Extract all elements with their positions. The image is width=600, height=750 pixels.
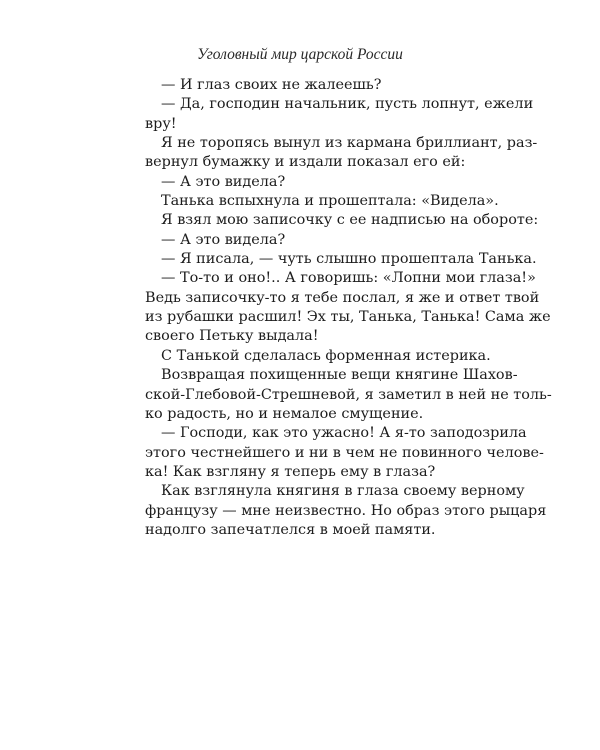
- text-line: — То-то и оно!.. А говоришь: «Лопни мои глаза!»: [161, 270, 536, 287]
- text-line: ка! Как взгляну я теперь ему в глаза?: [145, 463, 436, 480]
- text-line: Танька вспыхнула и прошептала: «Видела».: [161, 193, 499, 210]
- text-line: надолго запечатлелся в моей памяти.: [145, 521, 436, 538]
- text-line: вернул бумажку и издали показал его ей:: [145, 154, 466, 171]
- text-line: — А это видела?: [161, 231, 286, 248]
- text-line: ской-Глебовой-Стрешневой, я заметил в ней не толь-: [145, 386, 552, 403]
- text-line: вру!: [145, 115, 177, 132]
- text-line: французу — мне неизвестно. Но образ этого рыцаря: [145, 502, 547, 519]
- text-line: — А это видела?: [161, 173, 286, 190]
- text-line: С Танькой сделалась форменная истерика.: [161, 347, 491, 364]
- text-line: этого честнейшего и ни в чем не повинного челове-: [145, 444, 544, 461]
- body-text: [145, 76, 552, 540]
- text-line: — Господи, как это ужасно! А я-то заподозрила: [161, 425, 527, 442]
- text-line: из рубашки расшил! Эх ты, Танька, Танька! Сама же: [145, 309, 551, 326]
- text-line: Ведь записочку-то я тебе послал, я же и ответ твой: [145, 289, 540, 306]
- text-line: своего Петьку выдала!: [145, 328, 319, 345]
- text-line: ко радость, но и немалое смущение.: [145, 405, 424, 422]
- running-head: Уголовный мир царской России: [197, 46, 403, 63]
- text-line: Возвращая похищенные вещи княгине Шахов-: [161, 367, 518, 384]
- text-line: Я не торопясь вынул из кармана бриллиант, раз-: [161, 135, 538, 152]
- text-line: — Да, господин начальник, пусть лопнут, ежели: [161, 96, 534, 113]
- text-line: Я взял мою записочку с ее надписью на обороте:: [161, 212, 539, 229]
- text-line: — И глаз своих не жалеешь?: [161, 77, 382, 93]
- text-line: — Я писала, — чуть слышно прошептала Танька.: [161, 251, 537, 268]
- text-line: Как взглянула княгиня в глаза своему верному: [161, 483, 525, 500]
